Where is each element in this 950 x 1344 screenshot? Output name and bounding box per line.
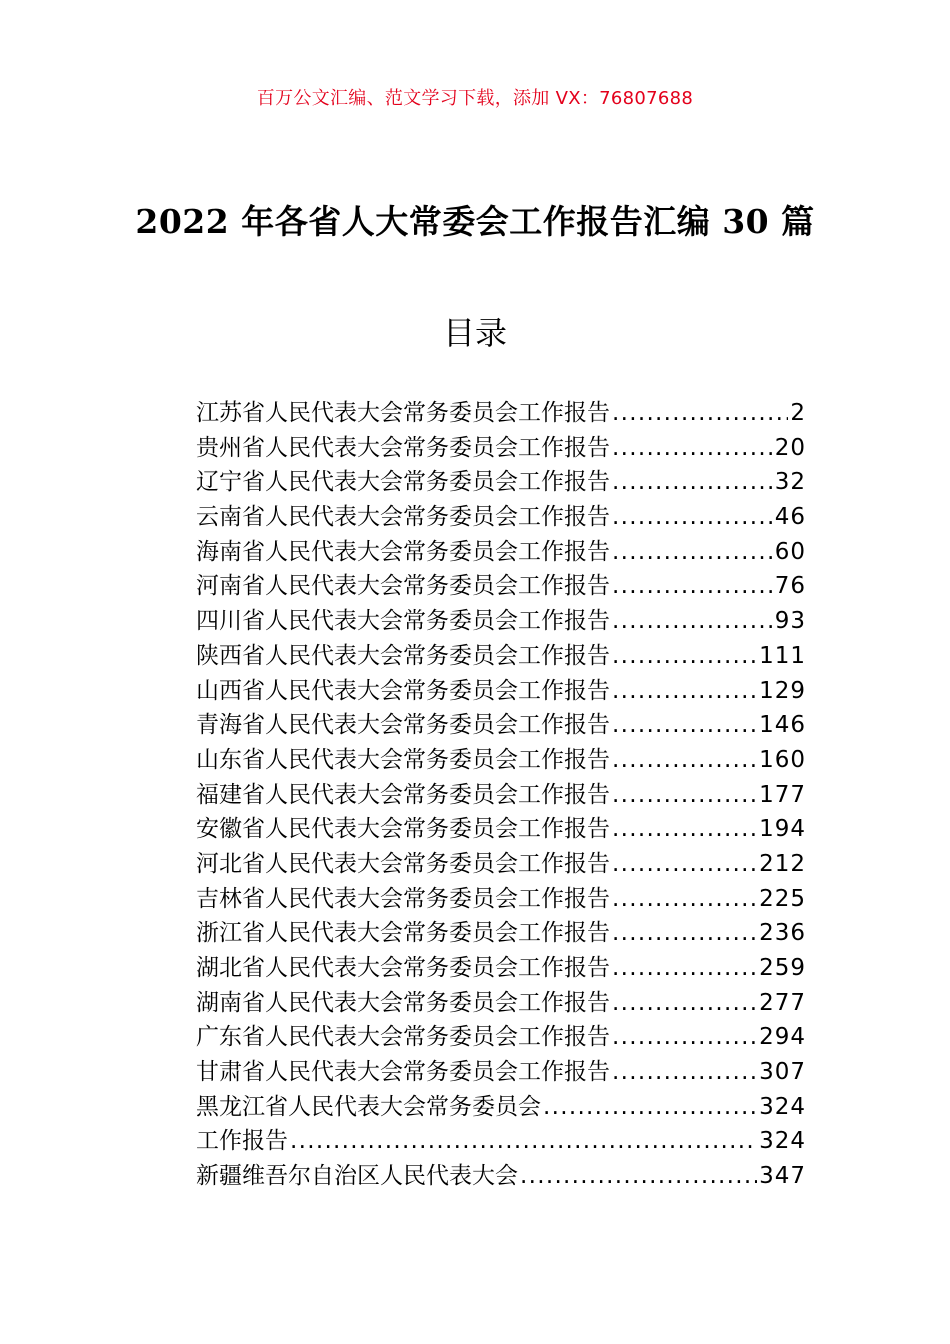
toc-leader-dots — [612, 396, 788, 431]
toc-leader-dots — [612, 465, 773, 500]
toc-entry-label: 江苏省人民代表大会常务委员会工作报告 — [196, 400, 610, 426]
toc-leader-dots — [612, 743, 757, 778]
toc-entry-label: 浙江省人民代表大会常务委员会工作报告 — [196, 920, 610, 947]
toc-entry[interactable] — [196, 778, 806, 813]
toc-entry[interactable] — [196, 535, 806, 570]
toc-entry-label: 陕西省人民代表大会常务委员会工作报告 — [196, 642, 610, 669]
toc-entry-page: 20 — [774, 434, 806, 461]
toc-entry-page: 212 — [759, 850, 806, 877]
toc-entry[interactable] — [196, 708, 806, 743]
toc-entry-label: 安徽省人民代表大会常务委员会工作报告 — [196, 816, 610, 843]
toc-entry-page: 294 — [759, 1024, 806, 1051]
toc-leader-dots — [612, 674, 757, 709]
toc-entry[interactable] — [196, 812, 806, 847]
toc-leader-dots — [612, 882, 757, 917]
toc-entry-label: 山西省人民代表大会常务委员会工作报告 — [196, 677, 610, 704]
toc-leader-dots — [612, 569, 773, 604]
toc-entry-label: 河北省人民代表大会常务委员会工作报告 — [196, 850, 610, 877]
toc-entry-page: 277 — [759, 989, 806, 1016]
toc-entry-label: 工作报告 — [196, 1128, 288, 1155]
toc-entry-label: 海南省人民代表大会常务委员会工作报告 — [196, 538, 610, 565]
toc-entry[interactable] — [196, 1055, 806, 1090]
toc-leader-dots — [612, 847, 757, 882]
toc-entry[interactable] — [196, 951, 806, 986]
promo-header-note: 百万公文汇编、范文学习下载，添加 VX：76807688 — [256, 88, 694, 109]
toc-entry-page: 225 — [759, 885, 806, 912]
toc-entry[interactable] — [196, 1020, 806, 1055]
document-title: 2022 年各省人大常委会工作报告汇编 30 篇 — [135, 202, 815, 241]
toc-entry-page: 194 — [759, 816, 806, 843]
toc-leader-dots — [612, 1055, 757, 1090]
toc-entry-page: 259 — [759, 955, 806, 981]
toc-leader-dots — [612, 639, 757, 674]
toc-entry[interactable] — [196, 847, 806, 882]
toc-entry-page: 93 — [774, 608, 806, 635]
toc-leader-dots — [612, 535, 773, 570]
toc-entry[interactable] — [196, 396, 806, 431]
toc-entry-label: 辽宁省人民代表大会常务委员会工作报告 — [196, 469, 610, 496]
toc-leader-dots — [612, 778, 757, 813]
toc-entry-page: 60 — [774, 538, 806, 565]
toc-entry[interactable] — [196, 1159, 806, 1194]
toc-leader-dots — [612, 916, 757, 951]
toc-heading: 目录 — [442, 314, 507, 352]
toc-leader-dots — [612, 951, 757, 986]
toc-entry-page: 236 — [759, 920, 806, 947]
toc-leader-dots — [612, 431, 773, 466]
toc-entry[interactable] — [196, 916, 806, 951]
toc-entry[interactable] — [196, 882, 806, 917]
toc-entry[interactable] — [196, 1124, 806, 1159]
toc-entry-label: 新疆维吾尔自治区人民代表大会 — [196, 1163, 518, 1190]
toc-leader-dots — [612, 604, 773, 639]
toc-entry-label: 福建省人民代表大会常务委员会工作报告 — [196, 781, 610, 808]
toc-entry[interactable] — [196, 674, 806, 709]
toc-entry-label: 广东省人民代表大会常务委员会工作报告 — [196, 1024, 610, 1051]
toc-entry-label: 湖南省人民代表大会常务委员会工作报告 — [196, 989, 610, 1016]
toc-leader-dots — [612, 986, 757, 1021]
toc-entry[interactable] — [196, 639, 806, 674]
toc-entry-page: 76 — [774, 573, 806, 600]
toc-leader-dots — [520, 1159, 757, 1194]
toc-entry-page: 129 — [759, 677, 806, 704]
toc-entry[interactable] — [196, 1090, 806, 1125]
toc-entry-label: 山东省人民代表大会常务委员会工作报告 — [196, 746, 610, 773]
toc-leader-dots — [543, 1090, 757, 1125]
toc-entry[interactable] — [196, 743, 806, 778]
toc-leader-dots — [612, 500, 773, 535]
table-of-contents — [196, 396, 806, 1194]
toc-entry-page: 324 — [759, 1093, 806, 1120]
toc-entry-label: 青海省人民代表大会常务委员会工作报告 — [196, 712, 610, 739]
toc-leader-dots — [612, 708, 757, 743]
toc-entry[interactable] — [196, 431, 806, 466]
toc-entry-page: 160 — [759, 746, 806, 773]
toc-entry-label: 河南省人民代表大会常务委员会工作报告 — [196, 573, 610, 600]
toc-entry[interactable] — [196, 500, 806, 535]
toc-leader-dots — [290, 1124, 757, 1159]
toc-entry-page: 347 — [759, 1163, 806, 1190]
toc-entry-label: 贵州省人民代表大会常务委员会工作报告 — [196, 434, 610, 461]
toc-entry-page: 307 — [759, 1059, 806, 1086]
toc-entry-label: 黑龙江省人民代表大会常务委员会 — [196, 1093, 541, 1120]
toc-leader-dots — [612, 812, 757, 847]
toc-entry[interactable] — [196, 569, 806, 604]
toc-entry-page: 146 — [759, 712, 806, 739]
toc-entry-page: 32 — [774, 469, 806, 496]
toc-entry-page: 46 — [774, 504, 806, 531]
toc-entry-label: 吉林省人民代表大会常务委员会工作报告 — [196, 885, 610, 912]
toc-entry[interactable] — [196, 465, 806, 500]
toc-entry-label: 云南省人民代表大会常务委员会工作报告 — [196, 504, 610, 531]
toc-leader-dots — [612, 1020, 757, 1055]
toc-entry-label: 四川省人民代表大会常务委员会工作报告 — [196, 608, 610, 635]
toc-entry-page: 2 — [790, 400, 806, 426]
toc-entry-page: 111 — [759, 642, 806, 669]
toc-entry-label: 湖北省人民代表大会常务委员会工作报告 — [196, 955, 610, 981]
toc-entry-label: 甘肃省人民代表大会常务委员会工作报告 — [196, 1059, 610, 1086]
toc-entry[interactable] — [196, 986, 806, 1021]
toc-entry-page: 177 — [759, 781, 806, 808]
toc-entry[interactable] — [196, 604, 806, 639]
toc-entry-page: 324 — [759, 1128, 806, 1155]
